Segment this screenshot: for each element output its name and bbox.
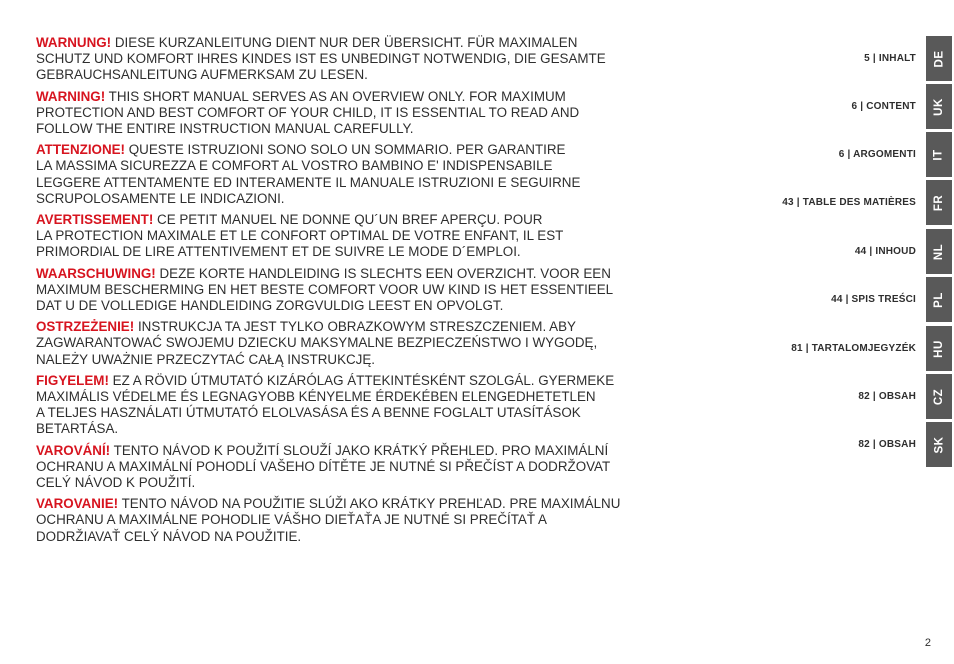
warning-keyword: VAROVÁNÍ! (36, 442, 111, 458)
warning-keyword: WARNING! (36, 88, 106, 104)
language-tab-de[interactable] (926, 36, 952, 81)
language-code: NL (933, 243, 945, 260)
toc-label: 6 | CONTENT (851, 101, 916, 112)
toc-item-it[interactable] (654, 132, 954, 177)
warning-sk (36, 496, 666, 545)
warning-text: DIESE KURZANLEITUNG DIENT NUR DER ÜBERSICHT. FÜR MAXIMALEN SCHUTZ UND KOMFORT IHRES KINDES IST ES UNBEDINGT NOTWENDIG, DIE GESAMTE GEBRAUCHSANLEITUNG AUFMERKSAM ZU LESEN. (36, 35, 606, 83)
warning-hu (36, 373, 666, 438)
toc-label: 82 | OBSAH (858, 439, 916, 450)
language-code: DE (932, 50, 945, 67)
warning-text: THIS SHORT MANUAL SERVES AS AN OVERVIEW ONLY. FOR MAXIMUM PROTECTION AND BEST COMFORT OF YOUR CHILD, IT IS ESSENTIAL TO READ AND FOLLOW THE ENTIRE INSTRUCTION MANUAL CAREFULLY. (36, 88, 580, 137)
language-tab-hu[interactable] (926, 326, 952, 371)
warning-de (36, 35, 666, 84)
warning-text: EZ A RÖVID ÚTMUTATÓ KIZÁRÓLAG ÁTTEKINTÉSKÉNT SZOLGÁL. GYERMEKE MAXIMÁLIS VÉDELME ÉS LEGNAGYOBB KÉNYELME ÉRDEKÉBEN ELENGEDHETETLEN A TELJES HASZNÁLATI ÚTMUTATÓ ELOLVASÁSA ÉS A BENNE FOGLALT UTASÍTÁSOK BETARTÁSA. (36, 372, 615, 437)
warning-keyword: WAARSCHUWING! (36, 265, 156, 281)
language-tab-it[interactable] (926, 132, 952, 177)
toc-label: 43 | TABLE DES MATIÈRES (782, 197, 916, 208)
warning-text: INSTRUKCJA TA JEST TYLKO OBRAZKOWYM STRESZCZENIEM. ABY ZAGWARANTOWAĆ SWOJEMU DZIECKU MAKSYMALNE BEZPIECZEŃSTWO I WYGODĘ, NALEŻY UWAŻNIE PRZECZYTAĆ CAŁĄ INSTRUKCJĘ. (36, 319, 598, 367)
toc-label: 82 | OBSAH (858, 391, 916, 402)
toc-label: 5 | INHALT (864, 53, 916, 64)
warning-text: CE PETIT MANUEL NE DONNE QU´UN BREF APERÇU. POUR LA PROTECTION MAXIMALE ET LE CONFORT OPTIMAL DE VOTRE ENFANT, IL EST PRIMORDIAL DE LIRE ATTENTIVEMENT ET DE SUIVRE LE MODE D´EMPLOI. (36, 212, 564, 260)
warning-text: DEZE KORTE HANDLEIDING IS SLECHTS EEN OVERZICHT. VOOR EEN MAXIMUM BESCHERMING EN HET BESTE COMFORT VOOR UW KIND IS HET ESSENTIEEL DAT U DE VOLLEDIGE HANDLEIDING ZORGVULDIG LEEST EN OPVOLGT. (36, 265, 614, 314)
language-code: CZ (933, 388, 945, 405)
toc-item-sk[interactable] (654, 422, 954, 467)
language-code: FR (933, 194, 945, 211)
toc-item-hu[interactable] (654, 326, 954, 371)
toc-label: 44 | INHOUD (854, 246, 916, 257)
language-code: IT (932, 148, 945, 161)
warning-keyword: ATTENZIONE! (36, 142, 126, 158)
toc-item-cz[interactable] (654, 374, 954, 419)
language-tab-uk[interactable] (926, 84, 952, 129)
warning-fr (36, 212, 666, 261)
language-code: HU (933, 339, 945, 358)
toc-label: 6 | ARGOMENTI (838, 149, 916, 160)
warning-text: TENTO NÁVOD K POUŽITÍ SLOUŽÍ JAKO KRÁTKÝ PŘEHLED. PRO MAXIMÁLNÍ OCHRANU A MAXIMÁLNÍ POHODLÍ VAŠEHO DÍTĚTE JE NUTNÉ SI PŘEČÍST A DODRŽOVAT CELÝ NÁVOD K POUŽITÍ. (36, 442, 611, 491)
warning-it (36, 142, 666, 207)
warning-text: TENTO NÁVOD NA POUŽITIE SLÚŽI AKO KRÁTKY PREHĽAD. PRE MAXIMÁLNU OCHRANU A MAXIMÁLNE POHODLIE VÁŠHO DIEŤAŤA JE NUTNÉ SI PREČÍTAŤ A DODRŽIAVAŤ CELÝ NÁVOD NA POUŽITIE. (36, 496, 621, 544)
warning-cz (36, 443, 666, 492)
warning-pl (36, 319, 666, 368)
toc-item-de[interactable] (654, 36, 954, 81)
language-code: UK (933, 97, 945, 116)
toc-label: 44 | SPIS TREŚCI (831, 294, 916, 305)
toc-label: 81 | TARTALOMJEGYZÉK (791, 343, 916, 354)
warning-text: QUESTE ISTRUZIONI SONO SOLO UN SOMMARIO. PER GARANTIRE LA MASSIMA SICUREZZA E COMFORT AL VOSTRO BAMBINO E' INDISPENSABILE LEGGERE ATTENTAMENTE ED INTERAMENTE IL MANUALE ISTRUZIONI E SEGUIRNE SCRUPOLOSAMENTE LE INDICAZIONI. (36, 142, 581, 206)
warning-keyword: FIGYELEM! (36, 372, 109, 388)
language-code: PL (932, 291, 945, 308)
warnings-column (36, 35, 666, 550)
page-number: 2 (924, 637, 931, 649)
toc-item-pl[interactable] (654, 277, 954, 322)
warning-keyword: AVERTISSEMENT! (36, 212, 154, 228)
toc-item-nl[interactable] (654, 229, 954, 274)
language-tab-nl[interactable] (926, 229, 952, 274)
warning-keyword: OSTRZEŻENIE! (36, 319, 135, 335)
warning-keyword: WARNUNG! (36, 35, 112, 50)
language-tab-pl[interactable] (926, 277, 952, 322)
warning-nl (36, 266, 666, 315)
language-tab-sk[interactable] (926, 422, 952, 467)
toc-item-uk[interactable] (654, 84, 954, 129)
toc-item-fr[interactable] (654, 180, 954, 225)
warning-keyword: VAROVANIE! (36, 496, 119, 512)
warning-uk (36, 89, 666, 138)
language-tab-fr[interactable] (926, 180, 952, 225)
language-code: SK (932, 436, 945, 453)
language-tab-cz[interactable] (926, 374, 952, 419)
